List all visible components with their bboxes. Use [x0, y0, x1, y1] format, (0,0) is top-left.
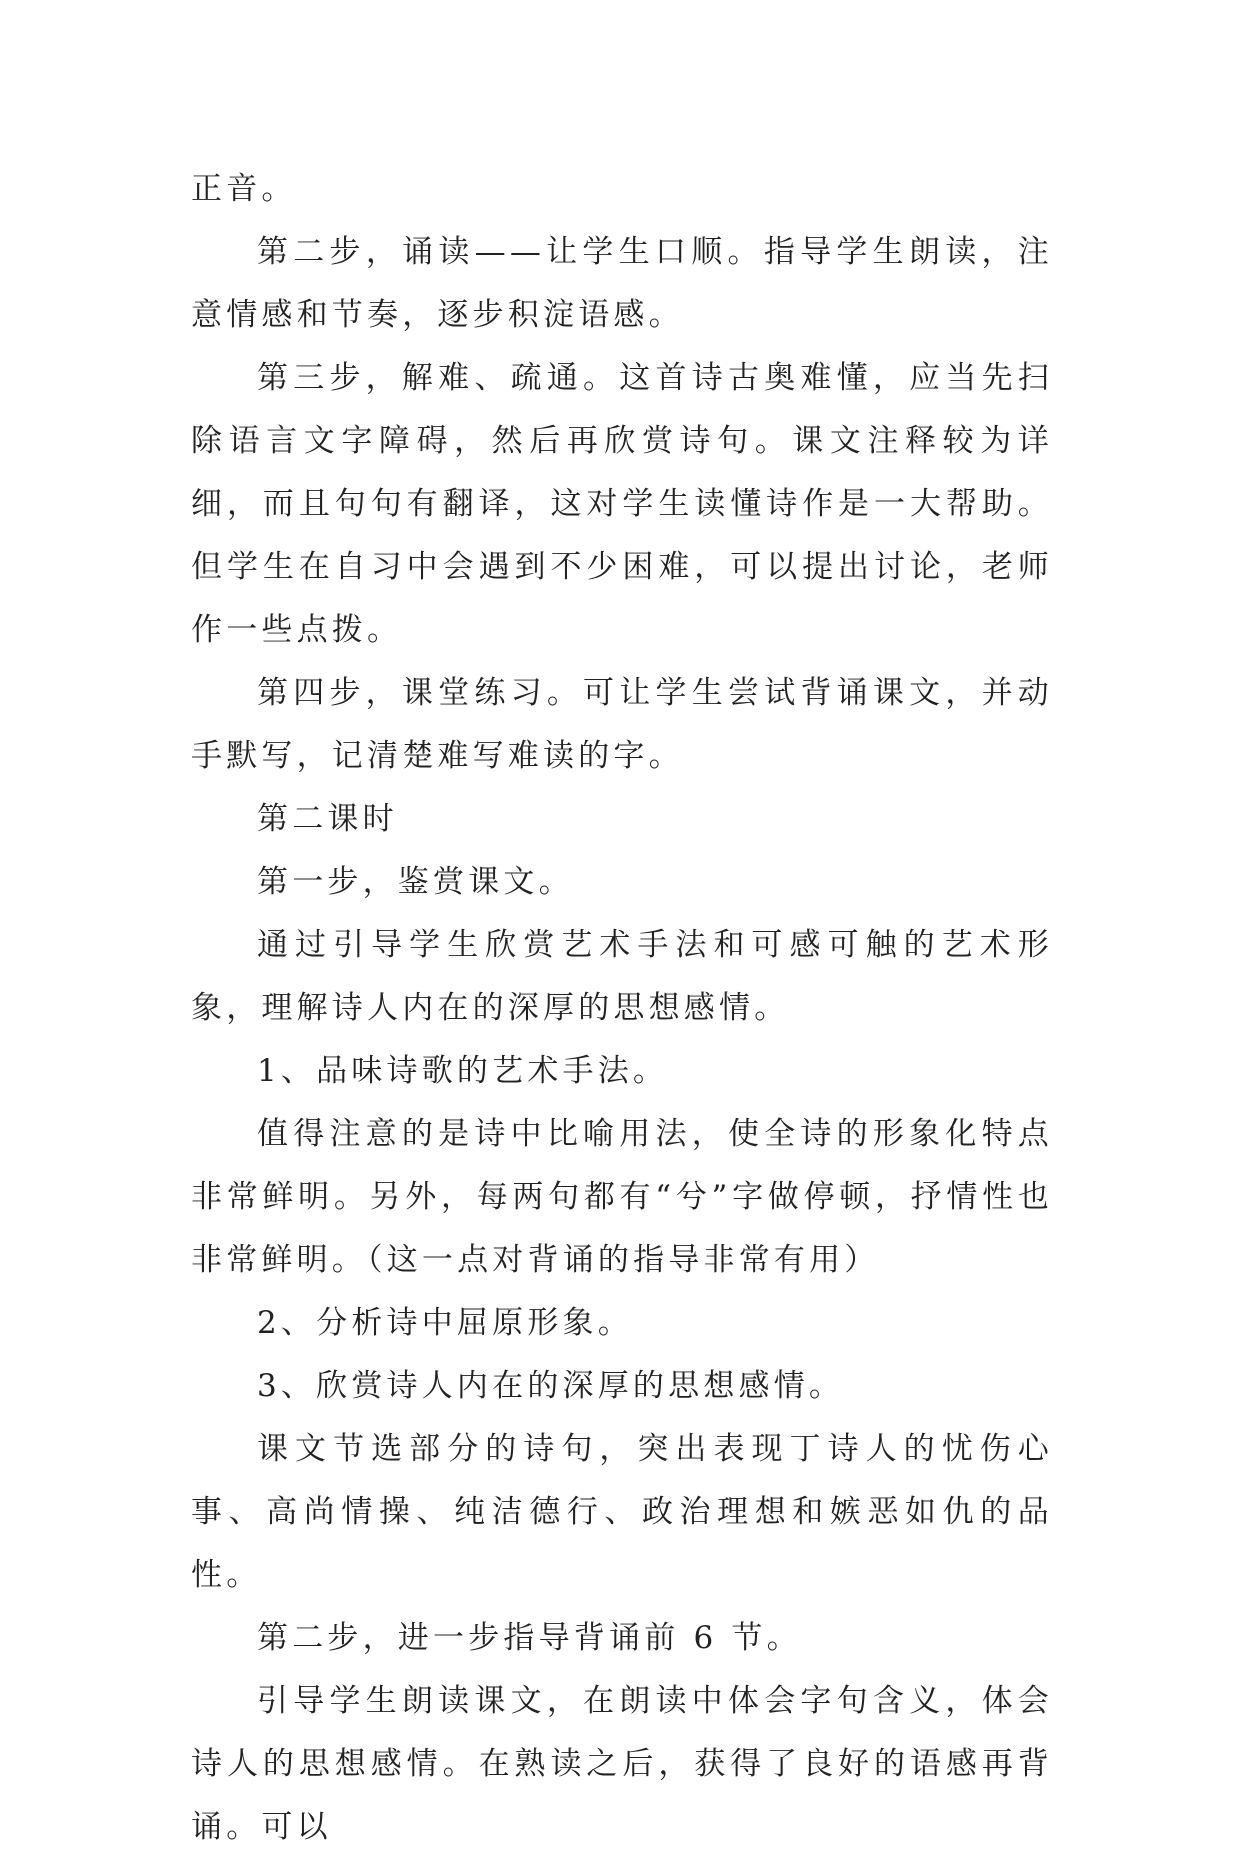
list-item: 1、品味诗歌的艺术手法。 [257, 1053, 669, 1089]
section-heading: 第二课时 [257, 801, 398, 837]
paragraph: 值得注意的是诗中比喻用法，使全诗的形象化特点非常鲜明。另外，每两句都有“兮”字做停顿，抒情性也非常鲜明。（这一点对背诵的指导非常有用） [191, 1116, 1053, 1278]
paragraph: 通过引导学生欣赏艺术手法和可感可触的艺术形象，理解诗人内在的深厚的思想感情。 [191, 927, 1053, 1026]
paragraph: 第二步，诵读——让学生口顺。指导学生朗读，注意情感和节奏，逐步积淀语感。 [191, 234, 1053, 333]
paragraph: 第三步，解难、疏通。这首诗古奥难懂，应当先扫除语言文字障碍，然后再欣赏诗句。课文注释较为详细，而且句句有翻译，这对学生读懂诗作是一大帮助。但学生在自习中会遇到不少困难，可以提出讨论，老师作一些点拨。 [191, 360, 1053, 648]
paragraph: 第一步，鉴赏课文。 [257, 864, 574, 900]
document-body [191, 158, 1053, 1859]
paragraph: 第四步，课堂练习。可让学生尝试背诵课文，并动手默写，记清楚难写难读的字。 [191, 675, 1053, 774]
paragraph: 第二步，进一步指导背诵前 6 节。 [257, 1620, 802, 1656]
paragraph: 正音。 [191, 171, 297, 207]
paragraph: 课文节选部分的诗句，突出表现丁诗人的忧伤心事、高尚情操、纯洁德行、政治理想和嫉恶如仇的品性。 [191, 1431, 1053, 1593]
paragraph: 引导学生朗读课文，在朗读中体会字句含义，体会诗人的思想感情。在熟读之后，获得了良好的语感再背诵。可以 [191, 1683, 1053, 1845]
list-item: 2、分析诗中屈原形象。 [257, 1305, 633, 1341]
list-item: 3、欣赏诗人内在的深厚的思想感情。 [257, 1368, 845, 1404]
